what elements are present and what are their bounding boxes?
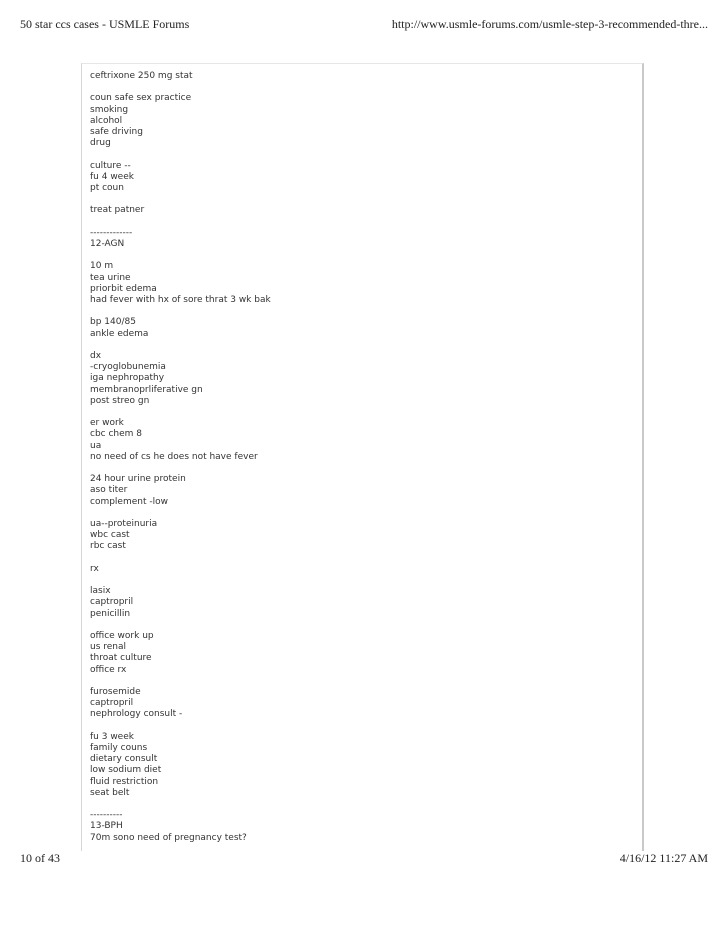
post-paragraph: [90, 161, 630, 195]
post-line: furosemide: [90, 686, 141, 697]
post-paragraph: [90, 519, 630, 553]
post-line: wbc cast: [90, 530, 130, 541]
post-line: -cryoglobunemia: [90, 362, 166, 373]
post-line: iga nephropathy: [90, 373, 165, 384]
post-line: dietary consult: [90, 754, 158, 765]
post-line: treat patner: [90, 205, 145, 216]
post-line: complement -low: [90, 496, 168, 507]
post-line: fluid restriction: [90, 776, 159, 787]
post-line: dx: [90, 350, 102, 361]
post-line: 13-BPH: [90, 821, 123, 832]
post-line: seat belt: [90, 787, 130, 798]
post-line: nephrology consult -: [90, 709, 183, 720]
post-line: pt coun: [90, 183, 124, 193]
post-paragraph: [90, 687, 630, 721]
post-line: aso titer: [90, 485, 128, 496]
post-paragraph: [90, 93, 630, 149]
post-content: [90, 71, 630, 844]
post-paragraph: [90, 228, 630, 250]
post-line: post streo gn: [90, 395, 150, 406]
post-paragraph: [90, 586, 630, 620]
post-line: cbc chem 8: [90, 429, 143, 440]
post-line: rbc cast: [90, 541, 126, 552]
post-line: bp 140/85: [90, 317, 136, 328]
post-line: 10 m: [90, 261, 114, 272]
post-line: er work: [90, 418, 124, 429]
post-line: office rx: [90, 664, 127, 675]
post-line: captropril: [90, 698, 134, 709]
post-line: fu 3 week: [90, 731, 134, 742]
post-line: family couns: [90, 742, 148, 753]
post-line: culture --: [90, 160, 131, 171]
post-line: penicillin: [90, 608, 131, 619]
post-line: ceftrixone 250 mg stat: [90, 71, 193, 81]
page-number: 10 of 43: [20, 851, 60, 865]
post-line: safe driving: [90, 127, 143, 137]
post-line: -------------: [90, 227, 133, 238]
post-line: 12-AGN: [90, 238, 125, 249]
post-paragraph: [90, 474, 630, 508]
page-url: http://www.usmle-forums.com/usmle-step-3-recommended-thre...: [391, 17, 708, 31]
post-paragraph: [90, 631, 630, 676]
post-line: drug: [90, 138, 111, 149]
post-paragraph: [90, 351, 630, 407]
post-paragraph: [90, 732, 630, 799]
post-line: ankle edema: [90, 328, 149, 339]
print-datetime: 4/16/12 11:27 AM: [619, 851, 708, 865]
post-line: 24 hour urine protein: [90, 474, 186, 485]
post-line: ua: [90, 440, 102, 451]
post-line: ----------: [90, 810, 123, 821]
post-line: membranoprliferative gn: [90, 384, 203, 395]
post-paragraph: [90, 317, 630, 339]
post-paragraph: [90, 205, 630, 216]
post-line: smoking: [90, 104, 129, 115]
post-line: us renal: [90, 642, 127, 653]
post-line: ua--proteinuria: [90, 518, 158, 529]
post-line: office work up: [90, 630, 154, 641]
post-paragraph: [90, 261, 630, 306]
post-line: alcohol: [90, 115, 123, 126]
post-line: coun safe sex practice: [90, 93, 192, 104]
post-line: throat culture: [90, 653, 152, 664]
post-line: fu 4 week: [90, 171, 134, 182]
post-line: rx: [90, 563, 99, 574]
post-paragraph: [90, 71, 630, 82]
post-paragraph: [90, 564, 630, 575]
post-line: tea urine: [90, 272, 131, 283]
page-title: 50 star ccs cases - USMLE Forums: [20, 17, 190, 31]
post-line: captropril: [90, 597, 134, 608]
post-line: had fever with hx of sore thrat 3 wk bak: [90, 294, 271, 305]
post-line: 70m sono need of pregnancy test?: [90, 832, 247, 843]
post-paragraph: [90, 418, 630, 463]
post-line: lasix: [90, 586, 111, 597]
post-line: no need of cs he does not have fever: [90, 451, 258, 462]
post-line: low sodium diet: [90, 765, 162, 776]
post-line: priorbit edema: [90, 283, 157, 294]
post-paragraph: [90, 810, 630, 844]
